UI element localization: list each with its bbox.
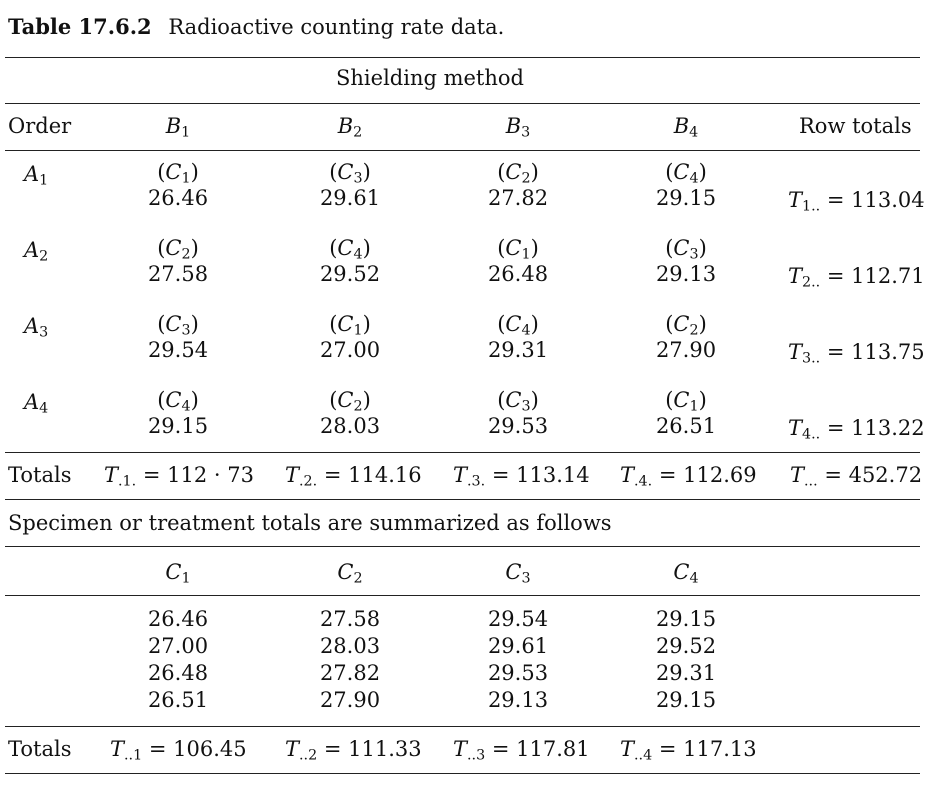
treatment-total: $T_{..1} = 106.45$ bbox=[110, 737, 247, 764]
subscript: 2 bbox=[353, 124, 363, 141]
spanner-heading: Shielding method bbox=[336, 66, 524, 90]
order-heading: Order bbox=[8, 114, 72, 138]
treatment-heading-c2 bbox=[310, 560, 390, 585]
row-total: $T_{4..} = 113.22$ bbox=[788, 416, 925, 443]
column-heading-b2 bbox=[310, 114, 390, 139]
subscript: ..2 bbox=[299, 747, 318, 764]
cell-value: 27.58 bbox=[147, 262, 209, 286]
column-total: $T_{.1.} = 112 \cdot 73$ bbox=[104, 463, 254, 490]
row-label-a1 bbox=[24, 162, 48, 187]
treatment-code: $(C_4)$ bbox=[665, 160, 707, 187]
treatment-value: 26.51 bbox=[147, 688, 209, 712]
row-label-a3 bbox=[24, 314, 48, 339]
subscript: ..4 bbox=[634, 747, 653, 764]
caption-title: Radioactive counting rate data. bbox=[168, 15, 505, 39]
cell-value: 26.51 bbox=[655, 414, 717, 438]
top-rule bbox=[5, 57, 920, 58]
header-rule bbox=[5, 103, 920, 104]
cell-value: 29.15 bbox=[147, 414, 209, 438]
treatment-header-rule bbox=[5, 595, 920, 596]
row-label-a2 bbox=[24, 238, 48, 263]
summary-note: Specimen or treatment totals are summarized as follows bbox=[8, 511, 612, 535]
treatment-value: 29.13 bbox=[487, 688, 549, 712]
cell-value: 29.53 bbox=[487, 414, 549, 438]
treatment-top-rule bbox=[5, 546, 920, 547]
symbol: T bbox=[285, 463, 300, 487]
subscript: 1 bbox=[181, 570, 191, 587]
cell-value: 27.00 bbox=[319, 338, 381, 362]
cell-value: 29.61 bbox=[319, 186, 381, 210]
symbol: T bbox=[788, 416, 803, 440]
treatment-code: $(C_4)$ bbox=[329, 236, 371, 263]
treatment-code: $(C_4)$ bbox=[157, 388, 199, 415]
column-heading-b3 bbox=[478, 114, 558, 139]
symbol: T bbox=[788, 264, 803, 288]
bottom-rule bbox=[5, 773, 920, 774]
treatment-heading-c3 bbox=[478, 560, 558, 585]
subscript: 3 bbox=[521, 570, 531, 587]
symbol: A bbox=[24, 390, 40, 414]
treatment-value: 29.52 bbox=[655, 634, 717, 658]
symbol: T bbox=[453, 463, 468, 487]
subscript: .2. bbox=[299, 473, 318, 490]
row-totals-heading: Row totals bbox=[799, 114, 912, 138]
symbol: T bbox=[110, 737, 125, 761]
treatment-totals-label: Totals bbox=[8, 737, 72, 761]
subscript: ..3 bbox=[467, 747, 486, 764]
symbol: T bbox=[453, 737, 468, 761]
column-heading-b1 bbox=[138, 114, 218, 139]
column-heading-b4 bbox=[646, 114, 726, 139]
symbol: T bbox=[790, 463, 805, 487]
treatment-totals-rule bbox=[5, 726, 920, 727]
column-total: $T_{.4.} = 112.69$ bbox=[620, 463, 757, 490]
symbol: C bbox=[165, 560, 182, 584]
treatment-value: 29.15 bbox=[655, 607, 717, 631]
treatment-value: 29.61 bbox=[487, 634, 549, 658]
column-total: $T_{.2.} = 114.16$ bbox=[285, 463, 422, 490]
treatment-code: $(C_3)$ bbox=[157, 312, 199, 339]
cell-value: 29.31 bbox=[487, 338, 549, 362]
treatment-code: $(C_1)$ bbox=[157, 160, 199, 187]
symbol: B bbox=[673, 114, 690, 138]
treatment-code: $(C_1)$ bbox=[497, 236, 539, 263]
subscript: 3 bbox=[521, 124, 531, 141]
cell-value: 29.13 bbox=[655, 262, 717, 286]
table-caption bbox=[8, 14, 504, 39]
subscript: 3.. bbox=[802, 350, 821, 367]
subscript: 4.. bbox=[802, 426, 821, 443]
treatment-value: 29.53 bbox=[487, 661, 549, 685]
symbol: T bbox=[285, 737, 300, 761]
treatment-code: $(C_1)$ bbox=[665, 388, 707, 415]
cell-value: 27.82 bbox=[487, 186, 549, 210]
row-total: $T_{2..} = 112.71$ bbox=[788, 264, 925, 291]
subheader-rule bbox=[5, 150, 920, 151]
caption-label: Table 17.6.2 bbox=[8, 14, 152, 39]
symbol: C bbox=[505, 560, 522, 584]
symbol: T bbox=[788, 188, 803, 212]
symbol: B bbox=[505, 114, 522, 138]
symbol: C bbox=[337, 560, 354, 584]
subscript: 2.. bbox=[802, 274, 821, 291]
symbol: T bbox=[104, 463, 119, 487]
totals-rule bbox=[5, 452, 920, 453]
symbol: T bbox=[788, 340, 803, 364]
treatment-code: $(C_2)$ bbox=[497, 160, 539, 187]
symbol: B bbox=[337, 114, 354, 138]
treatment-value: 29.31 bbox=[655, 661, 717, 685]
subscript: 4 bbox=[689, 124, 699, 141]
subscript: 2 bbox=[39, 248, 49, 265]
subscript: .4. bbox=[634, 473, 653, 490]
cell-value: 27.90 bbox=[655, 338, 717, 362]
note-rule bbox=[5, 499, 920, 500]
treatment-value: 27.82 bbox=[319, 661, 381, 685]
subscript: 2 bbox=[353, 570, 363, 587]
symbol: B bbox=[165, 114, 182, 138]
cell-value: 29.54 bbox=[147, 338, 209, 362]
treatment-total: $T_{..2} = 111.33$ bbox=[285, 737, 422, 764]
cell-value: 29.52 bbox=[319, 262, 381, 286]
cell-value: 28.03 bbox=[319, 414, 381, 438]
symbol: A bbox=[24, 162, 40, 186]
cell-value: 29.15 bbox=[655, 186, 717, 210]
subscript: 3 bbox=[39, 324, 49, 341]
subscript: ... bbox=[804, 473, 818, 490]
treatment-code: $(C_1)$ bbox=[329, 312, 371, 339]
row-total: $T_{1..} = 113.04$ bbox=[788, 188, 925, 215]
treatment-value: 27.90 bbox=[319, 688, 381, 712]
treatment-code: $(C_3)$ bbox=[329, 160, 371, 187]
treatment-total: $T_{..4} = 117.13$ bbox=[620, 737, 757, 764]
subscript: .3. bbox=[467, 473, 486, 490]
totals-label: Totals bbox=[8, 463, 72, 487]
treatment-value: 27.58 bbox=[319, 607, 381, 631]
row-label-a4 bbox=[24, 390, 48, 415]
cell-value: 26.46 bbox=[147, 186, 209, 210]
treatment-code: $(C_2)$ bbox=[329, 388, 371, 415]
cell-value: 26.48 bbox=[487, 262, 549, 286]
treatment-value: 29.54 bbox=[487, 607, 549, 631]
treatment-heading-c1 bbox=[138, 560, 218, 585]
treatment-code: $(C_3)$ bbox=[665, 236, 707, 263]
subscript: ..1 bbox=[124, 747, 143, 764]
treatment-value: 26.48 bbox=[147, 661, 209, 685]
treatment-value: 29.15 bbox=[655, 688, 717, 712]
subscript: 1 bbox=[181, 124, 191, 141]
symbol: T bbox=[620, 737, 635, 761]
treatment-code: $(C_2)$ bbox=[665, 312, 707, 339]
treatment-heading-c4 bbox=[646, 560, 726, 585]
symbol: A bbox=[24, 238, 40, 262]
symbol: C bbox=[673, 560, 690, 584]
symbol: A bbox=[24, 314, 40, 338]
treatment-code: $(C_3)$ bbox=[497, 388, 539, 415]
subscript: .1. bbox=[118, 473, 137, 490]
treatment-code: $(C_4)$ bbox=[497, 312, 539, 339]
subscript: 1 bbox=[39, 172, 49, 189]
treatment-value: 26.46 bbox=[147, 607, 209, 631]
subscript: 4 bbox=[39, 400, 49, 417]
subscript: 4 bbox=[689, 570, 699, 587]
symbol: T bbox=[620, 463, 635, 487]
treatment-total: $T_{..3} = 117.81$ bbox=[453, 737, 590, 764]
column-total: $T_{...} = 452.72$ bbox=[790, 463, 923, 490]
subscript: 1.. bbox=[802, 198, 821, 215]
treatment-value: 28.03 bbox=[319, 634, 381, 658]
row-total: $T_{3..} = 113.75$ bbox=[788, 340, 925, 367]
treatment-code: $(C_2)$ bbox=[157, 236, 199, 263]
column-total: $T_{.3.} = 113.14$ bbox=[453, 463, 590, 490]
treatment-value: 27.00 bbox=[147, 634, 209, 658]
